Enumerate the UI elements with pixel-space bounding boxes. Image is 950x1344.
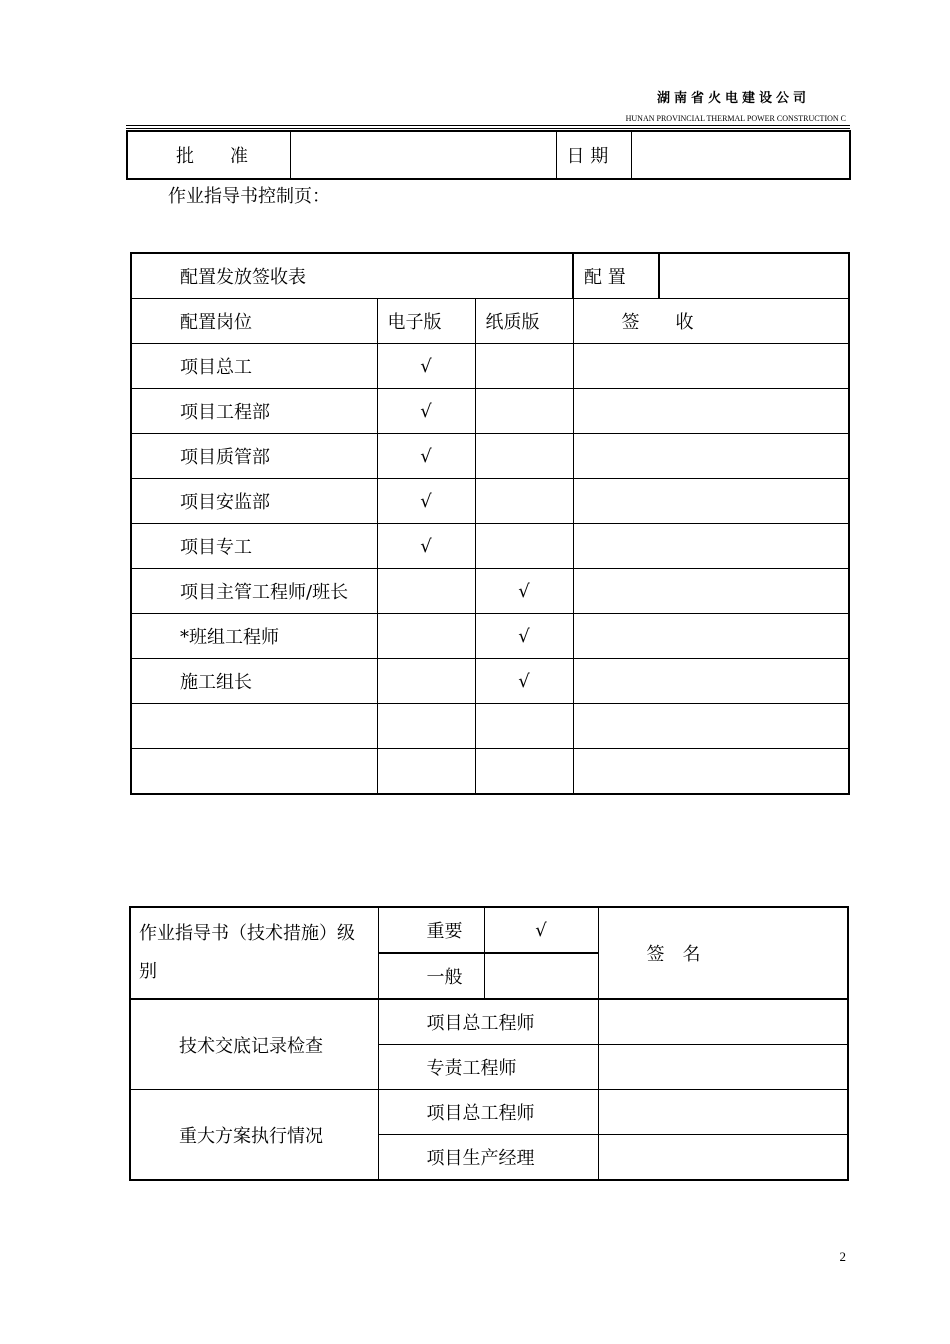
row-sign-cell[interactable]: [573, 749, 849, 795]
row-paper-mark: [475, 479, 573, 524]
table-row: [131, 479, 849, 524]
company-name-en: HUNAN PROVINCIAL THERMAL POWER CONSTRUCTION C: [625, 114, 846, 123]
level-important-mark[interactable]: √: [484, 907, 598, 953]
header-electronic: 电子版: [377, 299, 475, 344]
row-position: 项目专工: [131, 524, 377, 569]
row-sign-cell[interactable]: [573, 569, 849, 614]
date-label: 日 期: [556, 131, 631, 179]
level-table: [129, 906, 849, 1181]
level-label: 作业指导书（技术措施）级别: [130, 907, 378, 999]
row-electronic-mark: √: [377, 479, 475, 524]
row-electronic-mark: [377, 659, 475, 704]
row-position[interactable]: [131, 749, 377, 795]
table-row: [131, 389, 849, 434]
table-row: [131, 704, 849, 749]
row-position: 项目总工: [131, 344, 377, 389]
header-paper: 纸质版: [475, 299, 573, 344]
config-table: [130, 252, 850, 795]
page-number: 2: [839, 1249, 846, 1264]
approval-label: 批 准: [127, 131, 290, 179]
row-paper-mark: √: [475, 569, 573, 614]
row-electronic-mark: [377, 614, 475, 659]
row-paper-mark: √: [475, 659, 573, 704]
chief-engineer-2-label: 项目总工程师: [378, 1090, 598, 1135]
row-sign-cell[interactable]: [573, 389, 849, 434]
dedicated-engineer-label: 专责工程师: [378, 1045, 598, 1090]
table-row: [131, 524, 849, 569]
row-sign-cell[interactable]: [573, 344, 849, 389]
row-paper-mark: [475, 389, 573, 434]
row-position: *班组工程师: [131, 614, 377, 659]
sign-label: 签 名: [598, 907, 848, 999]
header-position: 配置岗位: [131, 299, 377, 344]
table-row: [131, 344, 849, 389]
row-paper-mark[interactable]: [475, 704, 573, 749]
row-paper-mark: √: [475, 614, 573, 659]
company-name-cn: 湖南省火电建设公司: [656, 91, 810, 106]
row-electronic-mark: √: [377, 389, 475, 434]
config-value-cell[interactable]: [659, 253, 849, 299]
row-electronic-mark: [377, 569, 475, 614]
header-rule-bottom: [126, 128, 850, 129]
config-label: 配 置: [573, 253, 659, 299]
control-page-title: 作业指导书控制页：: [168, 186, 330, 207]
dedicated-engineer-sign-cell[interactable]: [598, 1045, 848, 1090]
row-paper-mark: [475, 434, 573, 479]
chief-engineer-2-sign-cell[interactable]: [598, 1090, 848, 1135]
table-row: [131, 749, 849, 795]
chief-engineer-sign-cell[interactable]: [598, 999, 848, 1045]
row-position: 项目工程部: [131, 389, 377, 434]
level-general-mark[interactable]: [484, 953, 598, 999]
header-sign: 签 收: [573, 299, 849, 344]
row-electronic-mark[interactable]: [377, 749, 475, 795]
row-position[interactable]: [131, 704, 377, 749]
level-general-label: 一般: [378, 953, 484, 999]
row-position: 项目主管工程师/班长: [131, 569, 377, 614]
tech-check-label: 技术交底记录检查: [130, 999, 378, 1090]
level-important-label: 重要: [378, 907, 484, 953]
approval-value-cell[interactable]: [290, 131, 556, 179]
chief-engineer-label: 项目总工程师: [378, 999, 598, 1045]
row-electronic-mark[interactable]: [377, 704, 475, 749]
row-paper-mark[interactable]: [475, 749, 573, 795]
row-sign-cell[interactable]: [573, 524, 849, 569]
table-row: [131, 569, 849, 614]
row-paper-mark: [475, 344, 573, 389]
table-row: [131, 614, 849, 659]
row-sign-cell[interactable]: [573, 659, 849, 704]
table-row: [131, 434, 849, 479]
row-position: 施工组长: [131, 659, 377, 704]
production-manager-label: 项目生产经理: [378, 1135, 598, 1181]
row-electronic-mark: √: [377, 344, 475, 389]
row-position: 项目安监部: [131, 479, 377, 524]
row-sign-cell[interactable]: [573, 614, 849, 659]
row-sign-cell[interactable]: [573, 704, 849, 749]
row-sign-cell[interactable]: [573, 434, 849, 479]
row-sign-cell[interactable]: [573, 479, 849, 524]
table-row: [131, 659, 849, 704]
major-plan-label: 重大方案执行情况: [130, 1090, 378, 1181]
config-table-title: 配置发放签收表: [131, 253, 573, 299]
row-paper-mark: [475, 524, 573, 569]
row-position: 项目质管部: [131, 434, 377, 479]
production-manager-sign-cell[interactable]: [598, 1135, 848, 1181]
row-electronic-mark: √: [377, 524, 475, 569]
header-rule-top: [126, 125, 850, 126]
row-electronic-mark: √: [377, 434, 475, 479]
date-value-cell[interactable]: [631, 131, 850, 179]
approval-table: [126, 130, 851, 180]
